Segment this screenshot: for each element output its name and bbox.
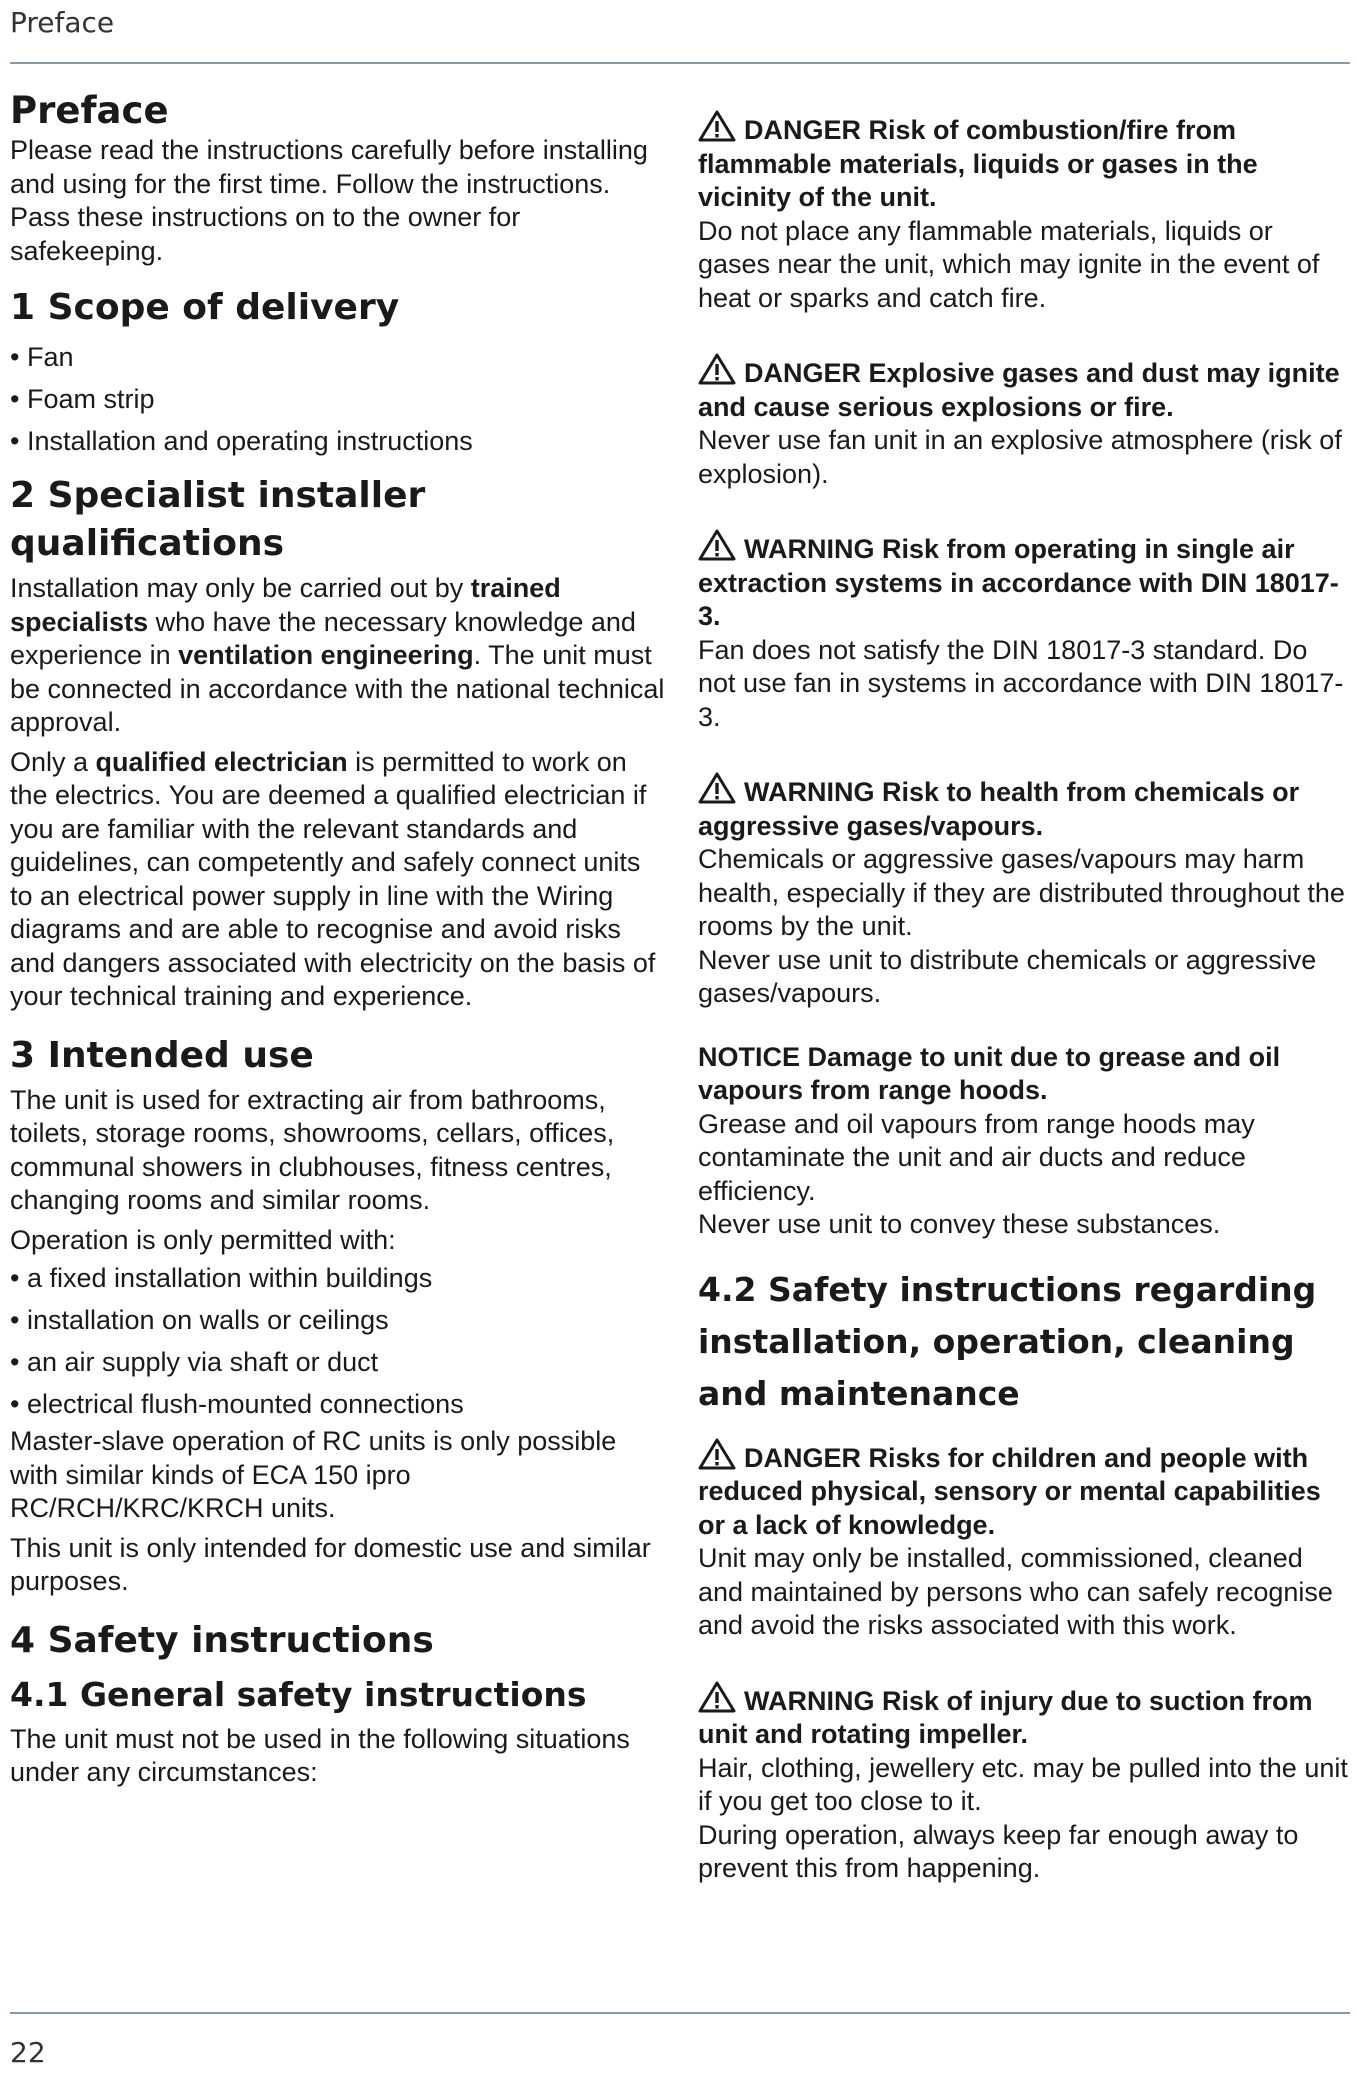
warning-triangle-icon: [698, 110, 736, 142]
footer-rule: [10, 2012, 1350, 2014]
notice-text: Never use unit to convey these substances.: [698, 1209, 1221, 1239]
list-item: • Installation and operating instructions: [10, 420, 665, 462]
left-column: [10, 88, 665, 1790]
running-header: Preface: [10, 6, 115, 39]
warning-notice: [698, 1681, 1350, 1886]
list-item: • an air supply via shaft or duct: [10, 1341, 665, 1383]
list-item: • Fan: [10, 336, 665, 378]
notice-text: Chemicals or aggressive gases/vapours may harm health, especially if they are distributed throughout the rooms by the unit.: [698, 844, 1345, 941]
notice-heading: WARNING Risk from operating in single air extraction systems in accordance with DIN 18017-3.: [698, 534, 1339, 631]
notice-heading: DANGER Explosive gases and dust may ignite and cause serious explosions or fire.: [698, 358, 1340, 422]
notice-plain: [698, 1041, 1350, 1242]
intended-use-text: The unit is used for extracting air from bathrooms, toilets, storage rooms, showrooms, cellars, offices, communal showers in clubhouses, fitness centres, changing rooms and similar rooms.: [10, 1084, 615, 1215]
notice-text: Never use unit to distribute chemicals or aggressive gases/vapours.: [698, 944, 1317, 1008]
intended-use-heading: 3 Intended use: [10, 1034, 314, 1076]
installation-safety-heading: 4.2 Safety instructions regarding installation, operation, cleaning and maintenance: [698, 1269, 1317, 1413]
notice-heading: DANGER Risk of combustion/fire from flammable materials, liquids or gases in the vicinity of the unit.: [698, 115, 1258, 212]
list-item: • Foam strip: [10, 378, 665, 420]
master-slave-text: Master-slave operation of RC units is only possible with similar kinds of ECA 150 ipro RC/RCH/KRC/KRCH units.: [10, 1426, 617, 1523]
notice-heading: NOTICE Damage to unit due to grease and oil vapours from range hoods.: [698, 1041, 1281, 1105]
notice-heading: WARNING Risk of injury due to suction from unit and rotating impeller.: [698, 1685, 1313, 1749]
warning-notice: [698, 529, 1350, 734]
notice-heading: DANGER Risks for children and people with reduced physical, sensory or mental capabilities or a lack of knowledge.: [698, 1442, 1321, 1540]
safety-heading: 4 Safety instructions: [10, 1619, 434, 1661]
notice-text: Grease and oil vapours from range hoods may contaminate the unit and air ducts and reduce efficiency.: [698, 1108, 1255, 1206]
list-item: • a fixed installation within buildings: [10, 1257, 665, 1299]
intended-use-permitted: Operation is only permitted with:: [10, 1224, 396, 1255]
notice-text: Fan does not satisfy the DIN 18017-3 standard. Do not use fan in systems in accordance with DIN 18017-3.: [698, 634, 1344, 732]
qualifications-paragraph-2: Only a qualified electrician is permitted to work on the electrics. You are deemed a qualified electrician if you are familiar with the relevant standards and guidelines, can competently and safely connect units to an electrical power supply in line with the Wiring diagrams and are able to recognise and avoid risks and dangers associated with electricity on the basis of your technical training and experience.: [10, 746, 656, 1011]
page-number: 22: [10, 2036, 46, 2069]
notice-text: Never use fan unit in an explosive atmosphere (risk of explosion).: [698, 425, 1342, 489]
warning-triangle-icon: [698, 772, 736, 804]
scope-list: [10, 336, 665, 462]
general-safety-text: The unit must not be used in the following situations under any circumstances:: [10, 1723, 630, 1787]
warning-triangle-icon: [698, 353, 736, 385]
header-rule: [10, 62, 1350, 64]
preface-heading: Preface: [10, 89, 169, 132]
notice-text: Hair, clothing, jewellery etc. may be pulled into the unit if you get too close to it.: [698, 1752, 1348, 1816]
list-item: • electrical flush-mounted connections: [10, 1383, 665, 1425]
danger-notice: [698, 353, 1350, 491]
danger-notice: [698, 110, 1350, 315]
general-safety-heading: 4.1 General safety instructions: [10, 1674, 587, 1714]
notice-text: During operation, always keep far enough away to prevent this from happening.: [698, 1819, 1299, 1883]
warning-notice: [698, 772, 1350, 1011]
domestic-use-text: This unit is only intended for domestic use and similar purposes.: [10, 1532, 651, 1596]
right-column: [698, 110, 1350, 1908]
warning-triangle-icon: [698, 1681, 736, 1713]
list-item: • installation on walls or ceilings: [10, 1299, 665, 1341]
qualifications-paragraph-1: Installation may only be carried out by trained specialists who have the necessary knowledge and experience in ventilation engineering. The unit must be connected in accordance with the national technical approval.: [10, 573, 665, 737]
qualifications-heading: 2 Specialist installer qualifications: [10, 475, 426, 564]
notice-text: Do not place any flammable materials, liquids or gases near the unit, which may ignite in the event of heat or sparks and catch fire.: [698, 215, 1320, 313]
warning-triangle-icon: [698, 1438, 736, 1470]
intended-use-list: [10, 1257, 665, 1425]
danger-notice: [698, 1438, 1350, 1643]
notice-heading: WARNING Risk to health from chemicals or aggressive gases/vapours.: [698, 777, 1300, 841]
warning-triangle-icon: [698, 529, 736, 561]
scope-heading: 1 Scope of delivery: [10, 287, 400, 328]
preface-text: Please read the instructions carefully before installing and using for the first time. Follow the instructions. Pass these instructions on to the owner for safekeeping.: [10, 135, 648, 266]
notice-text: Unit may only be installed, commissioned, cleaned and maintained by persons who can safely recognise and avoid the risks associated with this work.: [698, 1543, 1333, 1640]
